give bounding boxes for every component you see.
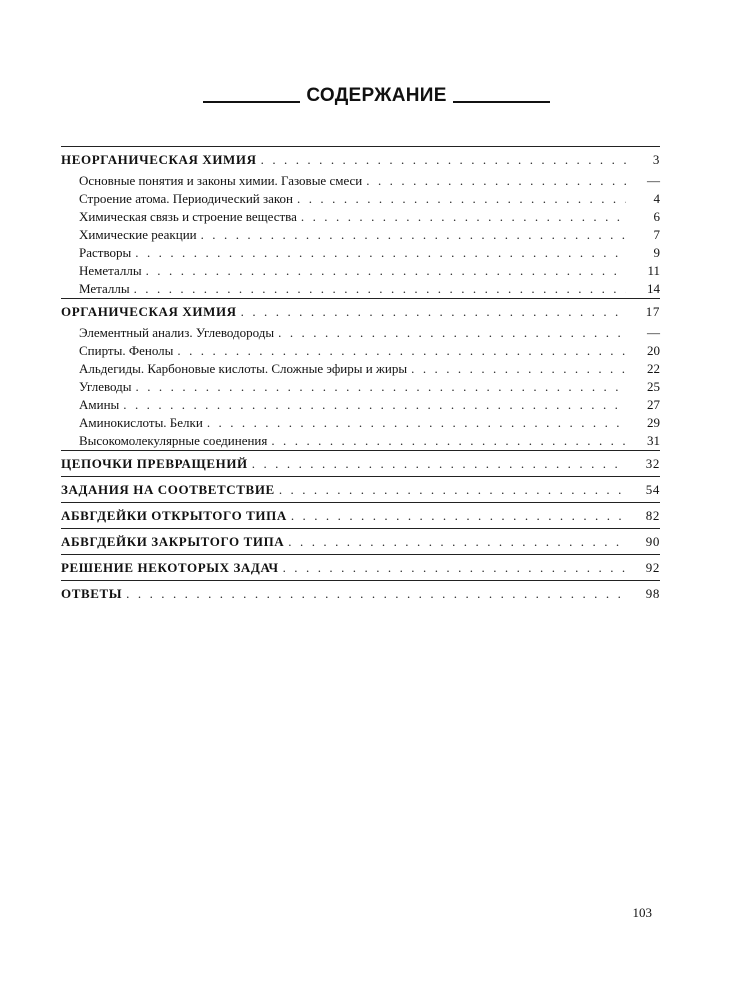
toc-section bbox=[61, 554, 660, 580]
toc-item-page: 4 bbox=[653, 191, 660, 206]
toc-leader-dots bbox=[136, 378, 626, 396]
toc-item-row[interactable] bbox=[61, 190, 660, 208]
toc-item-row[interactable] bbox=[61, 172, 660, 190]
toc-section-title: РЕШЕНИЕ НЕКОТОРЫХ ЗАДАЧ bbox=[61, 560, 279, 575]
toc-item-row[interactable] bbox=[61, 262, 660, 280]
toc-item-title: Неметаллы bbox=[79, 263, 142, 278]
toc-item-title: Основные понятия и законы химии. Газовые смеси bbox=[79, 173, 363, 188]
toc-section-row[interactable] bbox=[61, 504, 660, 528]
toc-section bbox=[61, 528, 660, 554]
toc-item-row[interactable] bbox=[61, 342, 660, 360]
toc-section-page: 98 bbox=[645, 586, 660, 601]
toc-section bbox=[61, 298, 660, 450]
toc-leader-dots bbox=[411, 360, 626, 378]
toc-leader-dots bbox=[177, 342, 626, 360]
toc-section bbox=[61, 502, 660, 528]
toc-section-title: АБВГДЕЙКИ ОТКРЫТОГО ТИПА bbox=[61, 508, 287, 523]
toc-section-page: 17 bbox=[645, 304, 660, 319]
toc-item-row[interactable] bbox=[61, 324, 660, 342]
toc-item-page: 31 bbox=[647, 433, 660, 448]
toc-item-row[interactable] bbox=[61, 244, 660, 262]
toc-item-page: 20 bbox=[647, 343, 660, 358]
toc-leader-dots bbox=[134, 280, 626, 298]
toc-section-page: 90 bbox=[645, 534, 660, 549]
toc-section-row[interactable] bbox=[61, 582, 660, 606]
toc-item-title: Аминокислоты. Белки bbox=[79, 415, 203, 430]
toc-item-row[interactable] bbox=[61, 360, 660, 378]
toc-section-row[interactable] bbox=[61, 300, 660, 324]
toc-item-title: Химические реакции bbox=[79, 227, 197, 242]
toc-item-title: Элементный анализ. Углеводороды bbox=[79, 325, 275, 340]
toc-section-row[interactable] bbox=[61, 556, 660, 580]
toc-leader-dots bbox=[241, 300, 626, 324]
toc-leader-dots bbox=[146, 262, 626, 280]
toc-section-title: ОРГАНИЧЕСКАЯ ХИМИЯ bbox=[61, 304, 237, 319]
toc-item-page: 6 bbox=[653, 209, 660, 224]
toc-section bbox=[61, 476, 660, 502]
toc-leader-dots bbox=[283, 556, 626, 580]
toc-item-page: 25 bbox=[647, 379, 660, 394]
toc-item-title: Строение атома. Периодический закон bbox=[79, 191, 294, 206]
toc-leader-dots bbox=[207, 414, 626, 432]
toc-item-page: 22 bbox=[647, 361, 660, 376]
toc-leader-dots bbox=[201, 226, 626, 244]
toc-section-row[interactable] bbox=[61, 148, 660, 172]
toc-leader-dots bbox=[366, 172, 626, 190]
toc-section-page: 32 bbox=[645, 456, 660, 471]
toc-section bbox=[61, 450, 660, 476]
toc-leader-dots bbox=[301, 208, 626, 226]
toc-item-row[interactable] bbox=[61, 432, 660, 450]
page-title: СОДЕРЖАНИЕ bbox=[306, 85, 447, 106]
table-of-contents bbox=[61, 146, 660, 606]
toc-item-page: 11 bbox=[647, 263, 660, 278]
toc-item-title: Растворы bbox=[79, 245, 132, 260]
toc-item-row[interactable] bbox=[61, 208, 660, 226]
toc-leader-dots bbox=[278, 324, 626, 342]
toc-section-title: ЗАДАНИЯ НА СООТВЕТСТВИЕ bbox=[61, 482, 275, 497]
toc-item-title: Спирты. Фенолы bbox=[79, 343, 174, 358]
toc-item-page: — bbox=[647, 173, 660, 188]
toc-item-title: Амины bbox=[79, 397, 120, 412]
toc-section-page: 54 bbox=[645, 482, 660, 497]
toc-item-page: 9 bbox=[653, 245, 660, 260]
toc-section-title: ЦЕПОЧКИ ПРЕВРАЩЕНИЙ bbox=[61, 456, 248, 471]
toc-item-row[interactable] bbox=[61, 396, 660, 414]
toc-section-page: 92 bbox=[645, 560, 660, 575]
page-header bbox=[0, 84, 753, 108]
toc-leader-dots bbox=[123, 396, 626, 414]
heading-rule-right bbox=[453, 101, 550, 103]
toc-item-page: 14 bbox=[647, 281, 660, 296]
toc-item-title: Металлы bbox=[79, 281, 130, 296]
page-number: 103 bbox=[632, 905, 652, 920]
toc-item-title: Высокомолекулярные соединения bbox=[79, 433, 268, 448]
toc-section bbox=[61, 146, 660, 298]
toc-item-page: 29 bbox=[647, 415, 660, 430]
toc-item-page: 7 bbox=[653, 227, 660, 242]
toc-section-row[interactable] bbox=[61, 530, 660, 554]
toc-item-page: 27 bbox=[647, 397, 660, 412]
toc-leader-dots bbox=[135, 244, 626, 262]
toc-item-row[interactable] bbox=[61, 226, 660, 244]
toc-section-page: 82 bbox=[645, 508, 660, 523]
toc-leader-dots bbox=[126, 582, 626, 606]
toc-section-title: НЕОРГАНИЧЕСКАЯ ХИМИЯ bbox=[61, 152, 257, 167]
toc-section-title: АБВГДЕЙКИ ЗАКРЫТОГО ТИПА bbox=[61, 534, 285, 549]
toc-item-title: Химическая связь и строение вещества bbox=[79, 209, 297, 224]
toc-section bbox=[61, 580, 660, 606]
toc-item-row[interactable] bbox=[61, 414, 660, 432]
toc-item-row[interactable] bbox=[61, 280, 660, 298]
toc-section-row[interactable] bbox=[61, 478, 660, 502]
toc-leader-dots bbox=[288, 530, 626, 554]
toc-section-title: ОТВЕТЫ bbox=[61, 586, 123, 601]
heading-rule-left bbox=[203, 101, 300, 103]
toc-section-row[interactable] bbox=[61, 452, 660, 476]
toc-leader-dots bbox=[291, 504, 626, 528]
toc-item-title: Углеводы bbox=[79, 379, 132, 394]
toc-item-page: — bbox=[647, 325, 660, 340]
toc-item-title: Альдегиды. Карбоновые кислоты. Сложные эфиры и жиры bbox=[79, 361, 408, 376]
toc-leader-dots bbox=[297, 190, 626, 208]
toc-section-page: 3 bbox=[652, 152, 660, 167]
toc-leader-dots bbox=[252, 452, 626, 476]
toc-leader-dots bbox=[279, 478, 626, 502]
toc-leader-dots bbox=[261, 148, 626, 172]
toc-item-row[interactable] bbox=[61, 378, 660, 396]
toc-leader-dots bbox=[271, 432, 626, 450]
